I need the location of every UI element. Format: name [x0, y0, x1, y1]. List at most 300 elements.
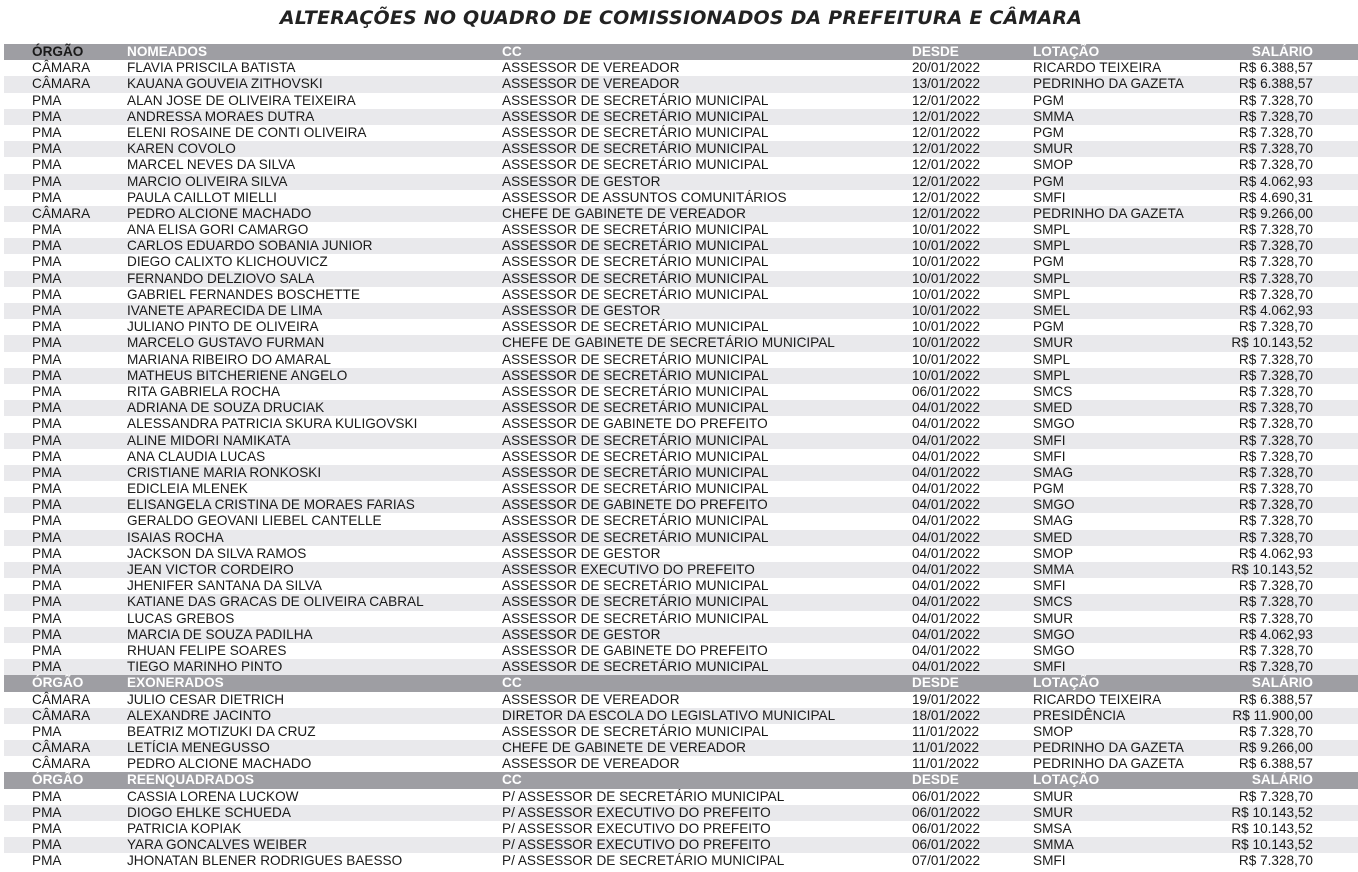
- table-row: [4, 303, 1358, 319]
- column-header: ÓRGÃO: [32, 675, 84, 691]
- table-cell: DIRETOR DA ESCOLA DO LEGISLATIVO MUNICIPAL: [502, 707, 836, 723]
- table-cell: R$ 6.388,57: [1238, 691, 1313, 707]
- table-cell: ASSESSOR DE SECRETÁRIO MUNICIPAL: [502, 319, 769, 335]
- table-cell: R$ 7.328,70: [1238, 448, 1313, 464]
- table-cell: R$ 7.328,70: [1238, 141, 1313, 157]
- table-cell: R$ 7.328,70: [1238, 157, 1313, 173]
- column-header: DESDE: [912, 772, 959, 788]
- table-cell: SMGO: [1033, 416, 1075, 432]
- table-cell: ASSESSOR DE SECRETÁRIO MUNICIPAL: [502, 432, 769, 448]
- column-header: SALÁRIO: [1251, 772, 1313, 788]
- table-cell: KAREN COVOLO: [127, 141, 236, 157]
- table-cell: P/ ASSESSOR EXECUTIVO DO PREFEITO: [502, 804, 771, 820]
- table-cell: R$ 4.062,93: [1238, 626, 1313, 642]
- table-cell: 10/01/2022: [912, 335, 981, 351]
- table-cell: SMUR: [1033, 141, 1074, 157]
- table-cell: ANA CLAUDIA LUCAS: [127, 448, 266, 464]
- table-cell: 04/01/2022: [912, 545, 981, 561]
- section-header-row: [4, 772, 1358, 788]
- table-cell: JULIO CESAR DIETRICH: [127, 691, 285, 707]
- table-cell: PGM: [1033, 481, 1064, 497]
- table-cell: FLAVIA PRISCILA BATISTA: [127, 60, 296, 76]
- table-cell: 11/01/2022: [912, 756, 980, 772]
- table-cell: ISAIAS ROCHA: [127, 529, 224, 545]
- table-row: [4, 578, 1358, 594]
- table-cell: ASSESSOR DE SECRETÁRIO MUNICIPAL: [502, 254, 769, 270]
- table-cell: ASSESSOR DE SECRETÁRIO MUNICIPAL: [502, 286, 769, 302]
- table-cell: ASSESSOR DE SECRETÁRIO MUNICIPAL: [502, 222, 769, 238]
- table-cell: 12/01/2022: [912, 205, 981, 221]
- table-cell: 10/01/2022: [912, 286, 981, 302]
- table-cell: R$ 10.143,52: [1231, 837, 1313, 853]
- table-row: [4, 60, 1358, 76]
- table-cell: ASSESSOR DE SECRETÁRIO MUNICIPAL: [502, 351, 769, 367]
- table-row: [4, 562, 1358, 578]
- table-row: [4, 206, 1358, 222]
- table-cell: 10/01/2022: [912, 238, 981, 254]
- table-cell: KAUANA GOUVEIA ZITHOVSKI: [127, 76, 323, 92]
- table-cell: SMEL: [1033, 303, 1071, 318]
- table-row: [4, 611, 1358, 627]
- table-cell: R$ 7.328,70: [1238, 594, 1313, 610]
- table-cell: PMA: [32, 189, 62, 205]
- table-cell: PMA: [32, 254, 62, 270]
- table-cell: PMA: [32, 448, 62, 464]
- table-cell: SMUR: [1033, 804, 1074, 820]
- table-cell: SMCS: [1033, 383, 1073, 399]
- table-cell: ASSESSOR DE VEREADOR: [502, 76, 680, 92]
- table-cell: DIEGO CALIXTO KLICHOUVICZ: [127, 254, 328, 270]
- table-cell: ANA ELISA GORI CAMARGO: [127, 222, 309, 238]
- table-cell: ASSESSOR DE SECRETÁRIO MUNICIPAL: [502, 367, 769, 383]
- table-cell: PMA: [32, 788, 62, 804]
- table-cell: ASSESSOR DE GESTOR: [502, 303, 661, 318]
- table-cell: PMA: [32, 562, 62, 577]
- table-cell: R$ 7.328,70: [1238, 351, 1313, 367]
- table-cell: YARA GONCALVES WEIBER: [127, 837, 308, 853]
- table-cell: PMA: [32, 821, 62, 836]
- table-cell: SMAG: [1033, 464, 1074, 480]
- table-cell: GABRIEL FERNANDES BOSCHETTE: [127, 286, 360, 302]
- table-cell: CÂMARA: [32, 76, 91, 92]
- table-cell: ASSESSOR DE SECRETÁRIO MUNICIPAL: [502, 92, 769, 108]
- table-row: [4, 789, 1358, 805]
- table-cell: PMA: [32, 481, 62, 497]
- table-row: [4, 125, 1358, 141]
- table-row: [4, 109, 1358, 125]
- table-cell: 04/01/2022: [912, 626, 981, 642]
- table-cell: SMMA: [1033, 562, 1074, 577]
- table-cell: CÂMARA: [32, 740, 91, 756]
- table-cell: R$ 9.266,00: [1238, 740, 1313, 756]
- table-cell: R$ 6.388,57: [1238, 756, 1313, 772]
- table-cell: SMPL: [1033, 238, 1071, 254]
- table-cell: ASSESSOR DE SECRETÁRIO MUNICIPAL: [502, 529, 769, 545]
- table-cell: CASSIA LORENA LUCKOW: [127, 788, 299, 804]
- table-cell: 04/01/2022: [912, 497, 981, 513]
- table-cell: SMFI: [1033, 853, 1066, 869]
- table-cell: ASSESSOR DE VEREADOR: [502, 691, 680, 707]
- table-cell: ASSESSOR DE ASSUNTOS COMUNITÁRIOS: [502, 189, 787, 205]
- table-row: [4, 384, 1358, 400]
- table-cell: 19/01/2022: [912, 691, 981, 707]
- table-cell: R$ 7.328,70: [1238, 238, 1313, 254]
- table-row: [4, 174, 1358, 190]
- column-header: CC: [502, 772, 522, 788]
- table-cell: SMPL: [1033, 286, 1071, 302]
- table-row: [4, 76, 1358, 92]
- table-cell: ALEXANDRE JACINTO: [127, 707, 272, 723]
- table-cell: SMSA: [1033, 821, 1072, 836]
- table-cell: 13/01/2022: [912, 76, 981, 92]
- table-cell: 04/01/2022: [912, 464, 981, 480]
- table-cell: ASSESSOR DE SECRETÁRIO MUNICIPAL: [502, 594, 769, 610]
- table-cell: R$ 7.328,70: [1238, 92, 1313, 108]
- table-cell: ALINE MIDORI NAMIKATA: [127, 432, 291, 448]
- table-cell: CHEFE DE GABINETE DE VEREADOR: [502, 205, 746, 221]
- table-row: [4, 449, 1358, 465]
- table-cell: ALESSANDRA PATRICIA SKURA KULIGOVSKI: [127, 416, 418, 432]
- table-row: [4, 433, 1358, 449]
- table-cell: P/ ASSESSOR EXECUTIVO DO PREFEITO: [502, 837, 771, 853]
- table-cell: PMA: [32, 238, 62, 254]
- table-cell: ASSESSOR DE SECRETÁRIO MUNICIPAL: [502, 723, 769, 739]
- table-cell: ELISANGELA CRISTINA DE MORAES FARIAS: [127, 497, 415, 513]
- table-cell: PMA: [32, 594, 62, 610]
- table-cell: CARLOS EDUARDO SOBANIA JUNIOR: [127, 238, 373, 254]
- table-row: [4, 530, 1358, 546]
- table-cell: 10/01/2022: [912, 351, 981, 367]
- table-cell: R$ 7.328,70: [1238, 254, 1313, 270]
- table-cell: PMA: [32, 642, 62, 658]
- table-row: [4, 93, 1358, 109]
- table-row: [4, 157, 1358, 173]
- table-cell: CÂMARA: [32, 756, 91, 772]
- table-cell: PEDRINHO DA GAZETA: [1033, 756, 1184, 772]
- table-cell: PRESIDÊNCIA: [1033, 707, 1126, 723]
- section-header-row: [4, 675, 1358, 691]
- table-row: [4, 238, 1358, 254]
- table-cell: PMA: [32, 610, 62, 626]
- table-cell: MARCEL NEVES DA SILVA: [127, 157, 296, 173]
- table-cell: SMMA: [1033, 837, 1074, 853]
- table-cell: RICARDO TEIXEIRA: [1033, 60, 1162, 76]
- table-cell: 04/01/2022: [912, 416, 981, 432]
- table-row: [4, 254, 1358, 270]
- table-cell: ASSESSOR DE SECRETÁRIO MUNICIPAL: [502, 270, 769, 286]
- table-cell: JHONATAN BLENER RODRIGUES BAESSO: [127, 853, 403, 869]
- table-cell: ASSESSOR DE SECRETÁRIO MUNICIPAL: [502, 481, 769, 497]
- table-cell: PMA: [32, 367, 62, 383]
- table-cell: SMFI: [1033, 578, 1066, 594]
- column-header: SALÁRIO: [1251, 675, 1313, 691]
- table-cell: 12/01/2022: [912, 124, 981, 140]
- table-cell: R$ 6.388,57: [1238, 76, 1313, 92]
- table-cell: PATRICIA KOPIAK: [127, 821, 242, 836]
- table-cell: ASSESSOR EXECUTIVO DO PREFEITO: [502, 562, 755, 577]
- table-cell: ASSESSOR DE GABINETE DO PREFEITO: [502, 497, 768, 513]
- table-cell: PMA: [32, 837, 62, 853]
- table-cell: MATHEUS BITCHERIENE ANGELO: [127, 367, 348, 383]
- table-cell: SMFI: [1033, 432, 1066, 448]
- column-header: DESDE: [912, 44, 959, 59]
- column-header: LOTAÇÃO: [1033, 772, 1100, 788]
- table-row: [4, 594, 1358, 610]
- table-cell: ASSESSOR DE GABINETE DO PREFEITO: [502, 416, 768, 432]
- table-cell: 10/01/2022: [912, 254, 981, 270]
- table-cell: PMA: [32, 286, 62, 302]
- table-row: [4, 756, 1358, 772]
- table-cell: PMA: [32, 383, 62, 399]
- table-cell: PMA: [32, 319, 62, 335]
- table-cell: ASSESSOR DE GESTOR: [502, 173, 661, 189]
- table-cell: 04/01/2022: [912, 659, 981, 675]
- table-cell: JACKSON DA SILVA RAMOS: [127, 545, 307, 561]
- table-cell: MARCELO GUSTAVO FURMAN: [127, 335, 325, 351]
- table-cell: R$ 7.328,70: [1238, 481, 1313, 497]
- table-cell: ASSESSOR DE SECRETÁRIO MUNICIPAL: [502, 513, 769, 529]
- table-cell: SMPL: [1033, 367, 1071, 383]
- table-cell: SMGO: [1033, 497, 1075, 513]
- table-cell: ADRIANA DE SOUZA DRUCIAK: [127, 400, 325, 416]
- table-row: [4, 853, 1358, 869]
- table-cell: 06/01/2022: [912, 837, 981, 853]
- table-cell: SMAG: [1033, 513, 1074, 529]
- table-cell: R$ 11.900,00: [1232, 707, 1313, 723]
- table-cell: KATIANE DAS GRACAS DE OLIVEIRA CABRAL: [127, 594, 424, 610]
- table-cell: R$ 7.328,70: [1238, 578, 1313, 594]
- table-cell: PGM: [1033, 92, 1064, 108]
- table-cell: 11/01/2022: [912, 723, 980, 739]
- table-cell: PMA: [32, 853, 62, 869]
- table-cell: 04/01/2022: [912, 481, 981, 497]
- column-header: NOMEADOS: [127, 44, 208, 59]
- table-cell: CRISTIANE MARIA RONKOSKI: [127, 464, 322, 480]
- table-cell: SMCS: [1033, 594, 1073, 610]
- table-row: [4, 659, 1358, 675]
- table-cell: R$ 7.328,70: [1238, 529, 1313, 545]
- table-row: [4, 271, 1358, 287]
- table-cell: 10/01/2022: [912, 319, 981, 335]
- table-row: [4, 335, 1358, 351]
- table-cell: PMA: [32, 124, 62, 140]
- table-row: [4, 465, 1358, 481]
- table-cell: ELENI ROSAINE DE CONTI OLIVEIRA: [127, 124, 367, 140]
- table-cell: TIEGO MARINHO PINTO: [127, 659, 283, 675]
- table-row: [4, 190, 1358, 206]
- table-cell: 04/01/2022: [912, 594, 981, 610]
- table-cell: 12/01/2022: [912, 141, 981, 157]
- column-header: ÓRGÃO: [32, 44, 84, 59]
- table-cell: PMA: [32, 400, 62, 416]
- table-cell: SMPL: [1033, 222, 1071, 238]
- table-cell: 11/01/2022: [912, 740, 980, 756]
- table-cell: 12/01/2022: [912, 157, 981, 173]
- table-cell: PMA: [32, 464, 62, 480]
- table-row: [4, 497, 1358, 513]
- table-cell: PEDRO ALCIONE MACHADO: [127, 756, 312, 772]
- table-cell: R$ 7.328,70: [1238, 319, 1313, 335]
- page-title: ALTERAÇÕES NO QUADRO DE COMISSIONADOS DA PREFEITURA E CÂMARA: [279, 7, 1083, 29]
- table-row: [4, 692, 1358, 708]
- column-header: ÓRGÃO: [32, 772, 84, 788]
- table-cell: JULIANO PINTO DE OLIVEIRA: [127, 319, 319, 335]
- table-cell: ASSESSOR DE GESTOR: [502, 545, 661, 561]
- table-cell: R$ 7.328,70: [1238, 270, 1313, 286]
- table-cell: CHEFE DE GABINETE DE SECRETÁRIO MUNICIPAL: [502, 335, 835, 351]
- table-cell: PGM: [1033, 124, 1064, 140]
- table-row: [4, 513, 1358, 529]
- table-cell: MARIANA RIBEIRO DO AMARAL: [127, 351, 331, 367]
- table-cell: SMED: [1033, 529, 1073, 545]
- table-row: [4, 368, 1358, 384]
- table-row: [4, 400, 1358, 416]
- table-cell: ASSESSOR DE SECRETÁRIO MUNICIPAL: [502, 157, 769, 173]
- table-row: [4, 319, 1358, 335]
- table-cell: R$ 10.143,52: [1231, 335, 1313, 351]
- table-row: [4, 546, 1358, 562]
- table-cell: SMOP: [1033, 157, 1074, 173]
- table-cell: R$ 4.062,93: [1238, 545, 1313, 561]
- table-cell: ASSESSOR DE SECRETÁRIO MUNICIPAL: [502, 659, 769, 675]
- table-cell: PMA: [32, 578, 62, 594]
- table-cell: JHENIFER SANTANA DA SILVA: [127, 578, 322, 594]
- table-cell: 12/01/2022: [912, 92, 981, 108]
- table-cell: R$ 4.062,93: [1238, 303, 1313, 318]
- table-row: [4, 708, 1358, 724]
- table-cell: 06/01/2022: [912, 821, 981, 836]
- table-cell: MARCIA DE SOUZA PADILHA: [127, 626, 313, 642]
- table-cell: ASSESSOR DE GESTOR: [502, 626, 661, 642]
- table-cell: GERALDO GEOVANI LIEBEL CANTELLE: [127, 513, 382, 529]
- table-row: [4, 352, 1358, 368]
- table-cell: PGM: [1033, 254, 1064, 270]
- table-cell: PGM: [1033, 319, 1064, 335]
- table-cell: 10/01/2022: [912, 222, 981, 238]
- table-cell: R$ 7.328,70: [1238, 400, 1313, 416]
- table-cell: PMA: [32, 92, 62, 108]
- table-cell: PMA: [32, 723, 62, 739]
- table-cell: PGM: [1033, 173, 1064, 189]
- table-cell: PMA: [32, 270, 62, 286]
- table-cell: R$ 7.328,70: [1238, 723, 1313, 739]
- table-cell: PEDRINHO DA GAZETA: [1033, 740, 1184, 756]
- table-cell: ASSESSOR DE VEREADOR: [502, 756, 680, 772]
- column-header: LOTAÇÃO: [1033, 675, 1100, 691]
- table-row: [4, 643, 1358, 659]
- table-cell: PMA: [32, 497, 62, 513]
- table-cell: 06/01/2022: [912, 804, 981, 820]
- table-cell: 12/01/2022: [912, 173, 981, 189]
- table-cell: P/ ASSESSOR DE SECRETÁRIO MUNICIPAL: [502, 788, 785, 804]
- table-cell: SMOP: [1033, 545, 1074, 561]
- table-cell: PMA: [32, 545, 62, 561]
- table-row: [4, 141, 1358, 157]
- table-cell: 20/01/2022: [912, 60, 981, 76]
- table-row: [4, 837, 1358, 853]
- table-cell: R$ 7.328,70: [1238, 464, 1313, 480]
- table-cell: ASSESSOR DE VEREADOR: [502, 60, 680, 76]
- table-cell: SMED: [1033, 400, 1073, 416]
- table-cell: ASSESSOR DE SECRETÁRIO MUNICIPAL: [502, 124, 769, 140]
- table-cell: R$ 6.388,57: [1238, 60, 1313, 76]
- table-cell: R$ 10.143,52: [1231, 804, 1313, 820]
- table-cell: 04/01/2022: [912, 578, 981, 594]
- table-cell: 12/01/2022: [912, 189, 981, 205]
- table-cell: R$ 7.328,70: [1238, 497, 1313, 513]
- table-row: [4, 481, 1358, 497]
- table-cell: PMA: [32, 416, 62, 432]
- table-cell: PAULA CAILLOT MIELLI: [127, 189, 277, 205]
- table-cell: CHEFE DE GABINETE DE VEREADOR: [502, 740, 746, 756]
- table-cell: LUCAS GREBOS: [127, 610, 235, 626]
- table-cell: RHUAN FELIPE SOARES: [127, 642, 287, 658]
- table-cell: DIOGO EHLKE SCHUEDA: [127, 804, 291, 820]
- table-cell: P/ ASSESSOR DE SECRETÁRIO MUNICIPAL: [502, 853, 785, 869]
- table-cell: SMPL: [1033, 270, 1071, 286]
- table-cell: R$ 7.328,70: [1238, 788, 1313, 804]
- table-cell: R$ 7.328,70: [1238, 108, 1313, 124]
- table-cell: ASSESSOR DE SECRETÁRIO MUNICIPAL: [502, 578, 769, 594]
- table-cell: PMA: [32, 108, 62, 124]
- table-cell: SMGO: [1033, 626, 1075, 642]
- table-cell: SMPL: [1033, 351, 1071, 367]
- table-cell: R$ 7.328,70: [1238, 383, 1313, 399]
- table-cell: ASSESSOR DE SECRETÁRIO MUNICIPAL: [502, 448, 769, 464]
- table-cell: PEDRO ALCIONE MACHADO: [127, 205, 312, 221]
- table-cell: R$ 7.328,70: [1238, 610, 1313, 626]
- column-header: LOTAÇÃO: [1033, 44, 1100, 59]
- table-cell: FERNANDO DELZIOVO SALA: [127, 270, 315, 286]
- table-cell: PMA: [32, 659, 62, 675]
- table-cell: ASSESSOR DE SECRETÁRIO MUNICIPAL: [502, 464, 769, 480]
- table-cell: 04/01/2022: [912, 529, 981, 545]
- column-header: DESDE: [912, 675, 959, 691]
- table-cell: 18/01/2022: [912, 707, 981, 723]
- table-cell: IVANETE APARECIDA DE LIMA: [127, 303, 323, 318]
- table-cell: 04/01/2022: [912, 513, 981, 529]
- table-cell: SMUR: [1033, 788, 1074, 804]
- table-cell: R$ 7.328,70: [1238, 367, 1313, 383]
- table-row: [4, 416, 1358, 432]
- table-cell: R$ 10.143,52: [1231, 562, 1313, 577]
- column-header: CC: [502, 675, 522, 691]
- section-header-row: [4, 44, 1358, 60]
- table-cell: SMFI: [1033, 659, 1066, 675]
- table-row: [4, 805, 1358, 821]
- table-cell: R$ 7.328,70: [1238, 642, 1313, 658]
- table-cell: PMA: [32, 351, 62, 367]
- table-cell: PMA: [32, 335, 62, 351]
- table-cell: PMA: [32, 432, 62, 448]
- table-cell: SMOP: [1033, 723, 1074, 739]
- table-cell: PMA: [32, 513, 62, 529]
- table-cell: ASSESSOR DE SECRETÁRIO MUNICIPAL: [502, 108, 769, 124]
- table-cell: 06/01/2022: [912, 788, 981, 804]
- table-row: [4, 627, 1358, 643]
- table-cell: 04/01/2022: [912, 610, 981, 626]
- table-cell: 04/01/2022: [912, 642, 981, 658]
- column-header: EXONERADOS: [127, 675, 224, 691]
- table-cell: 04/01/2022: [912, 448, 981, 464]
- table-cell: 10/01/2022: [912, 270, 981, 286]
- table-cell: R$ 9.266,00: [1238, 205, 1313, 221]
- table-cell: PEDRINHO DA GAZETA: [1033, 76, 1184, 92]
- table-cell: ANDRESSA MORAES DUTRA: [127, 108, 315, 124]
- table-cell: SMMA: [1033, 108, 1074, 124]
- table-row: [4, 740, 1358, 756]
- table-cell: PMA: [32, 173, 62, 189]
